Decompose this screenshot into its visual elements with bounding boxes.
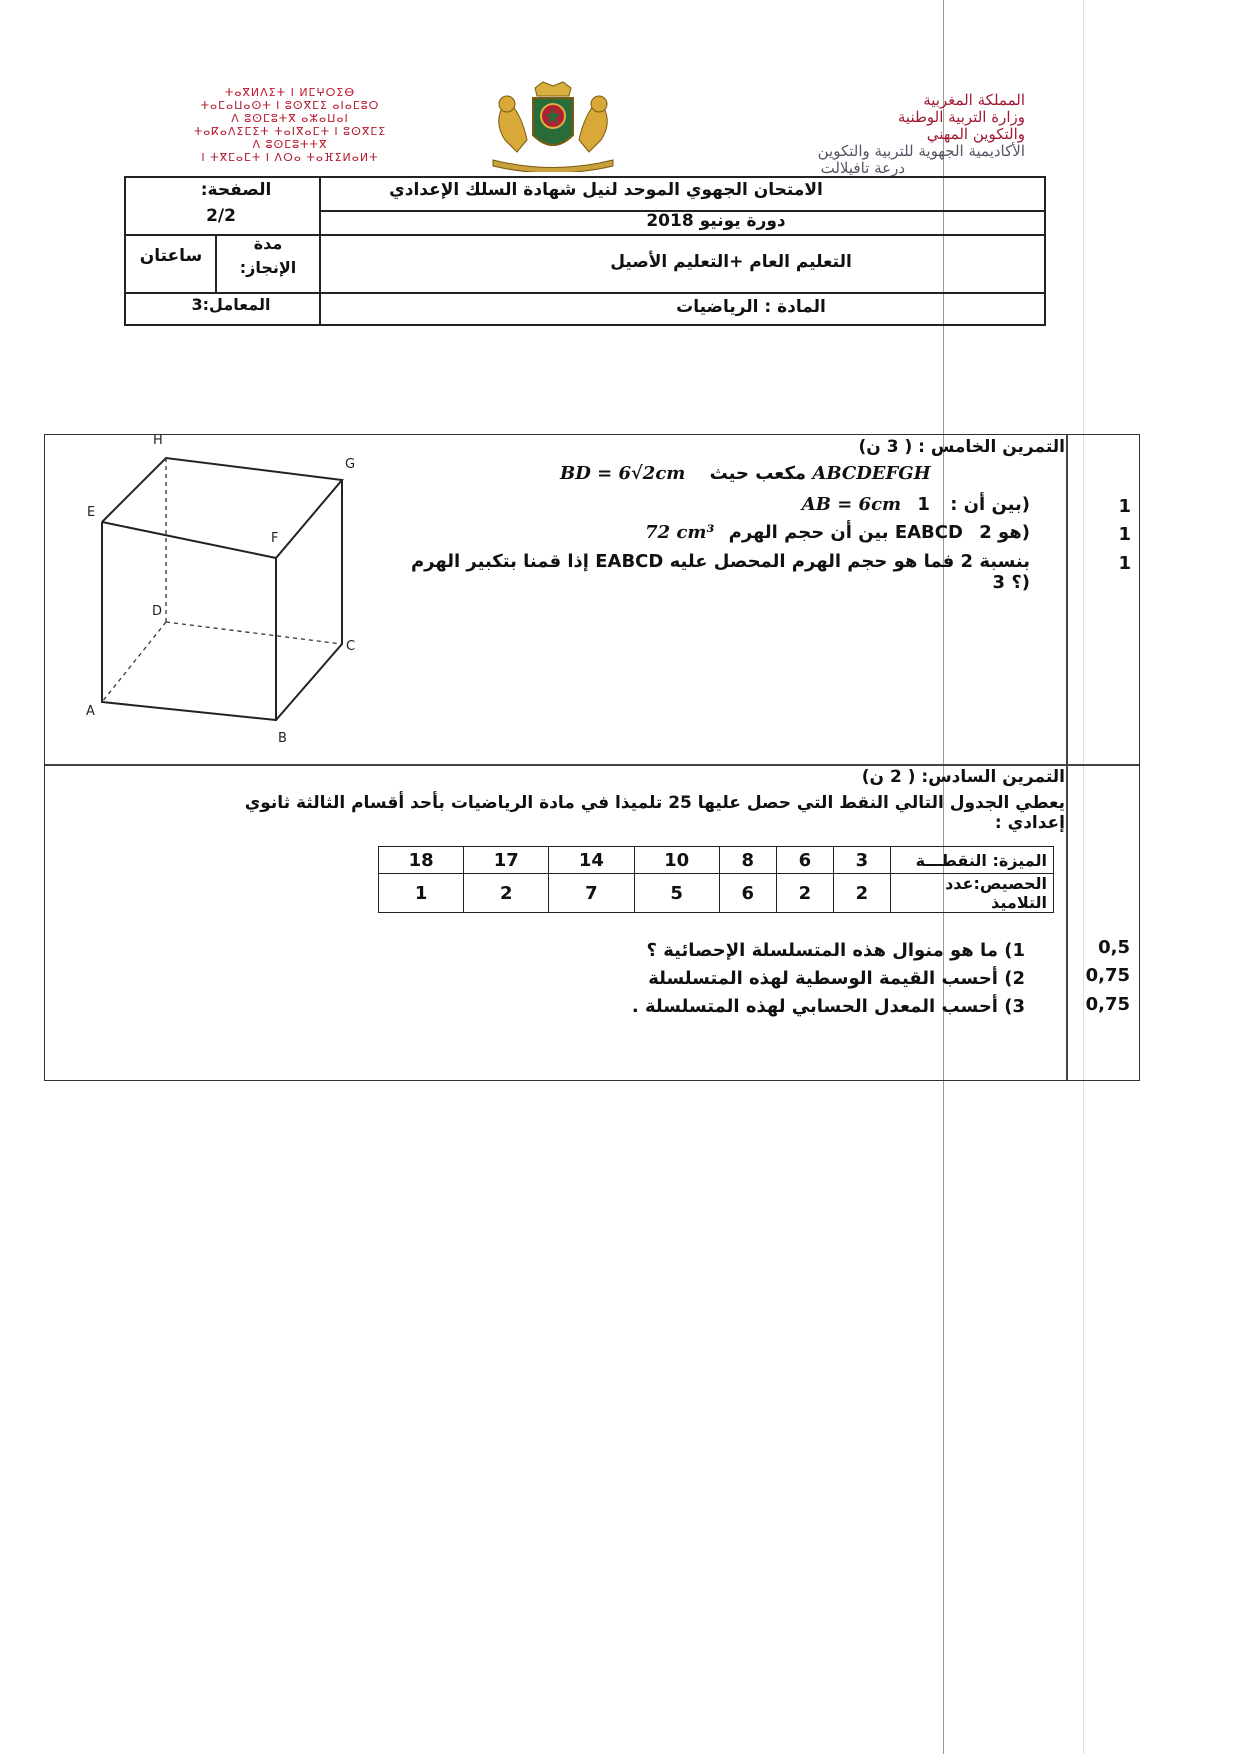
page-label: الصفحة:	[200, 180, 272, 200]
coefficient: المعامل:3	[191, 295, 271, 314]
vertex-label-e: E	[87, 505, 96, 520]
page-number: 2/2	[206, 206, 236, 226]
tifinagh-line: ⵜⴰⵎⴰⵡⴰⵙⵜ ⵏ ⵓⵙⴳⵎⵉ ⴰⵏⴰⵎⵓⵔ	[200, 99, 380, 112]
statistics-table	[378, 846, 1054, 913]
table-cell: 1	[379, 874, 464, 913]
hidden-edge-da	[102, 622, 166, 702]
vertex-label-g: G	[345, 457, 356, 472]
exercise6-q3: 3) أحسب المعدل الحسابي لهذه المتسلسلة .	[631, 996, 1025, 1017]
row-header-count: الحصيص:عدد التلاميذ	[891, 874, 1054, 913]
institution-line: وزارة التربية الوطنية	[897, 108, 1025, 126]
hidden-edge-dc	[166, 622, 342, 644]
institution-line: الأكاديمية الجهوية للتربية والتكوين	[817, 142, 1025, 160]
cube-right-edges	[276, 480, 342, 720]
vertex-label-f: F	[271, 531, 279, 546]
exercise-divider	[45, 764, 1139, 766]
duration-value: ساعتان	[139, 246, 203, 266]
tifinagh-institution-block	[140, 86, 440, 164]
exercise5-q2	[630, 522, 1030, 543]
table-cell: 17	[464, 847, 549, 874]
exam-session: دورة يونيو 2018	[646, 211, 786, 231]
exercise5-q1-math: AB = 6cm	[801, 494, 902, 515]
cube-top-face	[102, 458, 342, 558]
exercise5-points-q3: 1	[1118, 553, 1131, 574]
exercise6-points-q2: 0,75	[1085, 965, 1130, 986]
table-cell: 18	[379, 847, 464, 874]
table-cell: 2	[776, 874, 833, 913]
exercise5-q1-text: بين أن :	[950, 494, 1022, 515]
exam-header-table	[124, 176, 1046, 326]
exercise6-points-q1: 0,5	[1098, 937, 1130, 958]
tifinagh-line: ⵏ ⵜⴳⵎⴰⵎⵜ ⵏ ⴷⵔⴰ ⵜⴰⴼⵉⵍⴰⵍⵜ	[201, 151, 379, 164]
institution-line: درعة تافيلالت	[820, 159, 905, 177]
table-row-counts	[379, 874, 1054, 913]
table-cell: 2	[464, 874, 549, 913]
exercise5-q3-text: إذا قمنا بتكبير الهرم EABCD بنسبة 2 فما هو حجم الهرم المحصل عليه ؟	[410, 551, 1030, 593]
table-cell: 3	[833, 847, 890, 874]
coat-of-arms-emblem	[483, 80, 623, 172]
exercise5-intro	[560, 463, 960, 484]
table-cell: 5	[634, 874, 719, 913]
exercise5-q3-number: 3)	[992, 572, 1030, 593]
exercise5-intro-text: مكعب حيث	[709, 463, 807, 484]
table-cell: 2	[833, 874, 890, 913]
exercise5-q3	[395, 551, 1030, 593]
tifinagh-line: ⴷ ⵓⵙⵎⵓⵜⵜⴳ	[252, 138, 328, 151]
points-column-divider	[1066, 435, 1068, 1080]
arabic-institution-block	[640, 92, 1025, 177]
duration-label-2: الإنجاز:	[239, 258, 297, 277]
table-cell: 6	[719, 874, 776, 913]
vertex-label-b: B	[278, 731, 287, 746]
table-row-values	[379, 847, 1054, 874]
exercise6-points-q3: 0,75	[1085, 994, 1130, 1015]
table-cell: 14	[549, 847, 634, 874]
institution-line: والتكوين المهني	[926, 125, 1025, 143]
exercise5-q2-text: بين أن حجم الهرم EABCD هو	[728, 522, 1022, 543]
exercise6-intro: يعطي الجدول التالي النقط التي حصل عليها 25 تلميذا في مادة الرياضيات بأحد أقسام الثالثة ثانوي إعدادي :	[244, 793, 1065, 833]
tifinagh-line: ⵜⴰⴽⴰⴷⵉⵎⵉⵜ ⵜⴰⵏⴳⴰⵎⵜ ⵏ ⵓⵙⴳⵎⵉ	[193, 125, 387, 138]
cube-diagram	[80, 426, 370, 746]
vertex-label-d: D	[152, 604, 163, 619]
exercise5-q1-number: 1)	[917, 494, 1030, 515]
table-cell: 6	[776, 847, 833, 874]
vertex-label-c: C	[346, 639, 356, 654]
exam-subject: المادة : الرياضيات	[676, 297, 826, 317]
exercise5-intro-math: BD = 6√2cm	[560, 463, 686, 484]
exercise6-q2: 2) أحسب القيمة الوسطية لهذه المتسلسلة	[648, 968, 1025, 989]
exercise5-q2-number: 2)	[979, 522, 1030, 543]
institution-line: المملكة المغربية	[923, 91, 1025, 109]
exam-title: الامتحان الجهوي الموحد لنيل شهادة السلك الإعدادي	[389, 180, 823, 200]
exercise5-points-q1: 1	[1118, 496, 1131, 517]
exercise5-q1	[790, 494, 1030, 515]
table-cell: 10	[634, 847, 719, 874]
exercise5-q2-math: 72 cm³	[645, 522, 715, 543]
vertex-label-h: H	[153, 433, 163, 448]
table-cell: 7	[549, 874, 634, 913]
vertex-label-a: A	[86, 704, 95, 719]
tifinagh-line: ⴷ ⵓⵙⵎⵓⵜⴳ ⴰⵣⴰⵡⴰⵏ	[231, 112, 349, 125]
duration-label: مدة	[253, 234, 283, 253]
exercise5-points-q2: 1	[1118, 524, 1131, 545]
row-header-value: الميزة: النقطـــة	[891, 847, 1054, 874]
exercise5-title: التمرين الخامس : ( 3 ن)	[858, 437, 1065, 457]
exercise6-q1: 1) ما هو منوال هذه المتسلسلة الإحصائية ؟	[646, 940, 1025, 961]
tifinagh-line: ⵜⴰⴳⵍⴷⵉⵜ ⵏ ⵍⵎⵖⵔⵉⴱ	[224, 86, 356, 99]
exercise5-intro-name: ABCDEFGH	[812, 463, 931, 484]
table-cell: 8	[719, 847, 776, 874]
exercise6-title: التمرين السادس: ( 2 ن)	[861, 767, 1065, 787]
exam-track: التعليم العام +التعليم الأصيل	[610, 252, 852, 272]
